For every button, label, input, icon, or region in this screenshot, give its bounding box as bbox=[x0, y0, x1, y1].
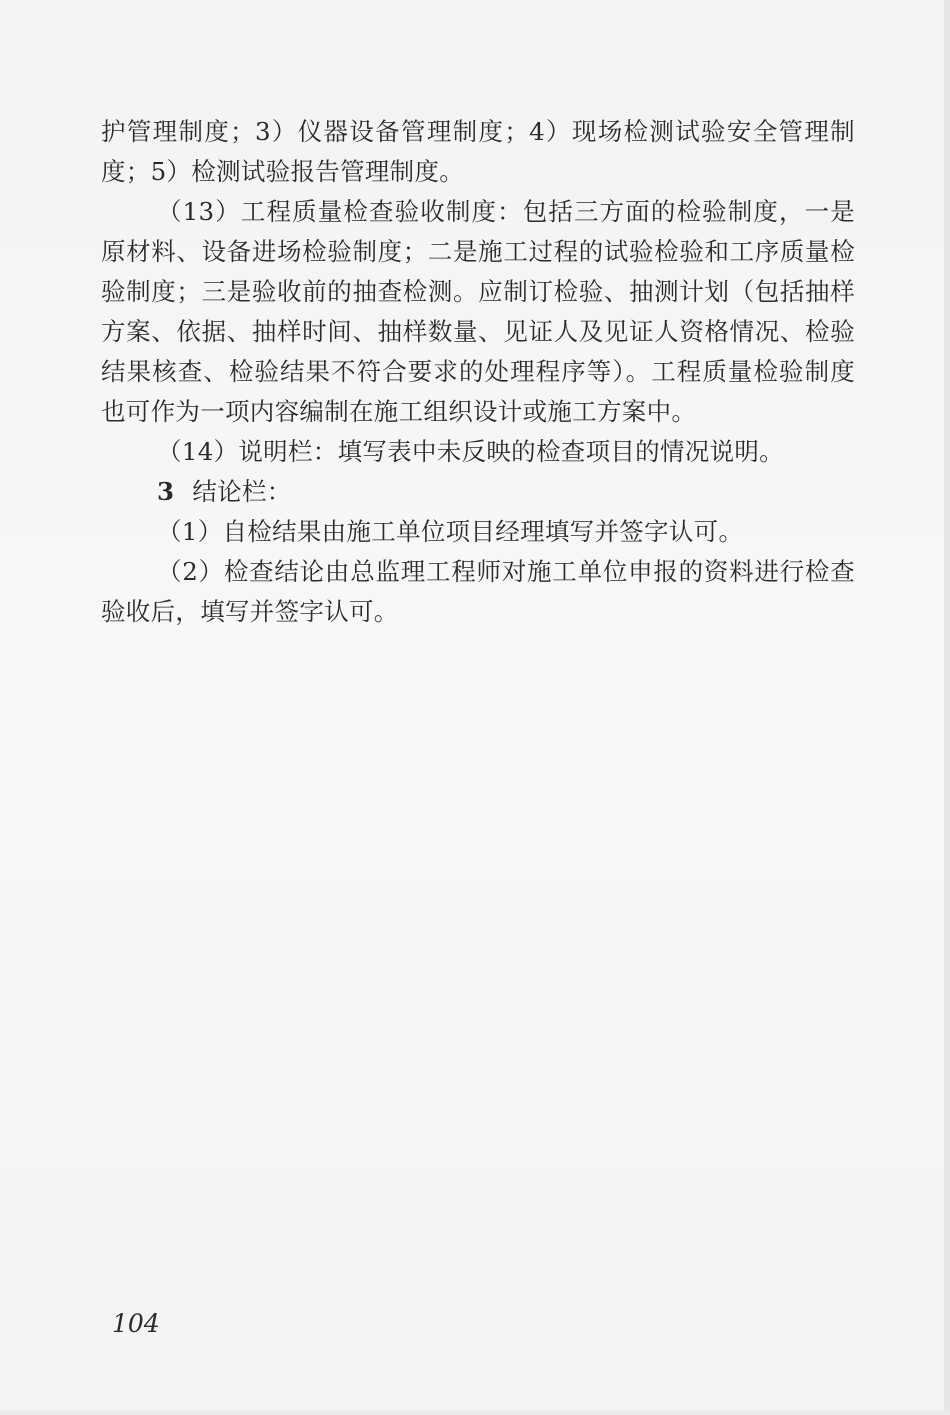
list-item-1: （1）自检结果由施工单位项目经理填写并签字认可。 bbox=[157, 517, 744, 546]
section-heading-conclusion bbox=[101, 472, 855, 512]
paragraph-continuation: 护管理制度；3）仪器设备管理制度；4）现场检测试验安全管理制度；5）检测试验报告管理制度。 bbox=[101, 117, 855, 186]
section-number: 3 bbox=[157, 477, 175, 506]
list-item-2: （2）检查结论由总监理工程师对施工单位申报的资料进行检查验收后，填写并签字认可。 bbox=[101, 557, 856, 626]
page-bottom-edge bbox=[0, 1411, 950, 1415]
page-body bbox=[101, 112, 855, 632]
paragraph-item-14: （14）说明栏：填写表中未反映的检查项目的情况说明。 bbox=[157, 437, 784, 466]
page-number: 104 bbox=[112, 1309, 160, 1338]
paragraph-item-13: （13）工程质量检查验收制度：包括三方面的检验制度，一是原材料、设备进场检验制度；二是施工过程的试验检验和工序质量检验制度；三是验收前的抽查检测。应制订检验、抽测计划（包括抽样方案、依据、抽样时间、抽样数量、见证人及见证人资格情况、检验结果核查、检验结果不符合要求的处理程序等）。工程质量检验制度也可作为一项内容编制在施工组织设计或施工方案中。 bbox=[101, 197, 855, 426]
section-title: 结论栏： bbox=[192, 477, 292, 506]
page-edge-shadow bbox=[944, 0, 950, 1415]
